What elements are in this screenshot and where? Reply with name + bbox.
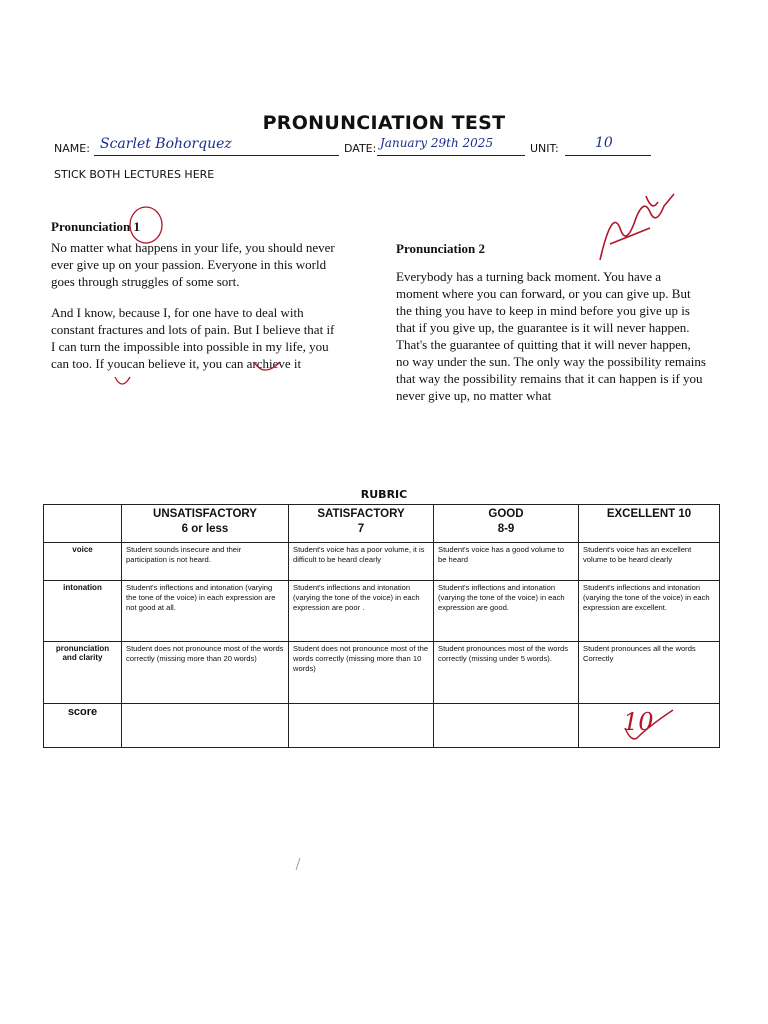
name-value: Scarlet Bohorquez: [100, 136, 232, 152]
rubric-cell: Student does not pronounce most of the words correctly (missing more than 20 words): [122, 642, 289, 704]
rubric-header-empty: [44, 505, 122, 543]
lecture2-body: [396, 268, 706, 418]
score-row: [44, 704, 720, 748]
lecture2-paragraph: Everybody has a turning back moment. You have a moment where you can forward, or you can give up. But the thing you have to keep in mind before you give up is that if you give up, the guarantee is it will never happen. That's the guarantee of quitting that it will never happen, no way under the sun. The only way the possibility remains that way the possibility remains that it can happen is if you never give up, no matter what: [396, 269, 706, 403]
table-row: [44, 581, 720, 642]
rubric-cell: Student's inflections and intonation (varying the tone of the voice) in each expression are good.: [434, 581, 579, 642]
checkmark-icon: [619, 706, 679, 746]
rubric-header-cell: SATISFACTORY 7: [289, 505, 434, 543]
rubric-title: RUBRIC: [360, 488, 408, 501]
rubric-cell: Student's inflections and intonation (varying the tone of the voice) in each expression are poor .: [289, 581, 434, 642]
lecture1-paragraph-1: No matter what happens in your life, you should never ever give up on your passion. Everyone in this world goes through struggles of some sort.: [51, 240, 335, 289]
rubric-header-row: [44, 505, 720, 543]
score-cell: [579, 704, 720, 748]
row-label: intonation: [44, 581, 122, 642]
lecture1-body: [51, 239, 341, 386]
rubric-cell: Student's inflections and intonation (varying the tone of the voice) in each expression are excellent.: [579, 581, 720, 642]
rubric-cell: Student sounds insecure and their participation is not heard.: [122, 543, 289, 581]
rubric-cell: Student's voice has a good volume to be heard: [434, 543, 579, 581]
signature-icon: [590, 188, 680, 270]
instruction-text: STICK BOTH LECTURES HERE: [54, 168, 215, 181]
score-cell: [434, 704, 579, 748]
rubric-header-cell: EXCELLENT 10: [579, 505, 720, 543]
lecture2-title: Pronunciation 2: [396, 241, 485, 256]
score-label: score: [44, 704, 122, 748]
page-title: PRONUNCIATION TEST: [262, 112, 506, 134]
unit-value: 10: [595, 135, 613, 151]
rubric-cell: Student's inflections and intonation (varying the tone of the voice) in each expression are not good at all.: [122, 581, 289, 642]
rubric-table: [43, 504, 720, 748]
name-label: NAME:: [54, 142, 90, 155]
lecture1-paragraph-2: And I know, because I, for one have to deal with constant fractures and lots of pain. But I believe that if I can turn the impossible into possible in my life, you can too. If youcan believe it, you can archieve it: [51, 305, 335, 371]
table-row: [44, 543, 720, 581]
rubric-cell: Student does not pronounce most of the words correctly (missing more than 10 words): [289, 642, 434, 704]
score-cell: [289, 704, 434, 748]
row-label: pronunciation and clarity: [44, 642, 122, 704]
pen-mark-icon: [294, 856, 302, 872]
rubric-header-cell: UNSATISFACTORY 6 or less: [122, 505, 289, 543]
unit-label: UNIT:: [530, 142, 559, 155]
correction-mark-icon: [112, 373, 134, 393]
correction-mark-icon: [250, 356, 286, 378]
lecture1-title: Pronunciation 1: [51, 219, 140, 234]
date-value: January 29th 2025: [380, 136, 494, 150]
score-value: 10: [623, 708, 654, 736]
rubric-cell: Student's voice has a poor volume, it is difficult to be heard clearly: [289, 543, 434, 581]
date-label: DATE:: [344, 142, 377, 155]
score-cell: [122, 704, 289, 748]
table-row: [44, 642, 720, 704]
row-label: voice: [44, 543, 122, 581]
rubric-header-cell: GOOD 8-9: [434, 505, 579, 543]
rubric-cell: Student pronounces most of the words correctly (missing under 5 words).: [434, 642, 579, 704]
rubric-cell: Student pronounces all the words Correctly: [579, 642, 720, 704]
rubric-cell: Student's voice has an excellent volume to be heard clearly: [579, 543, 720, 581]
